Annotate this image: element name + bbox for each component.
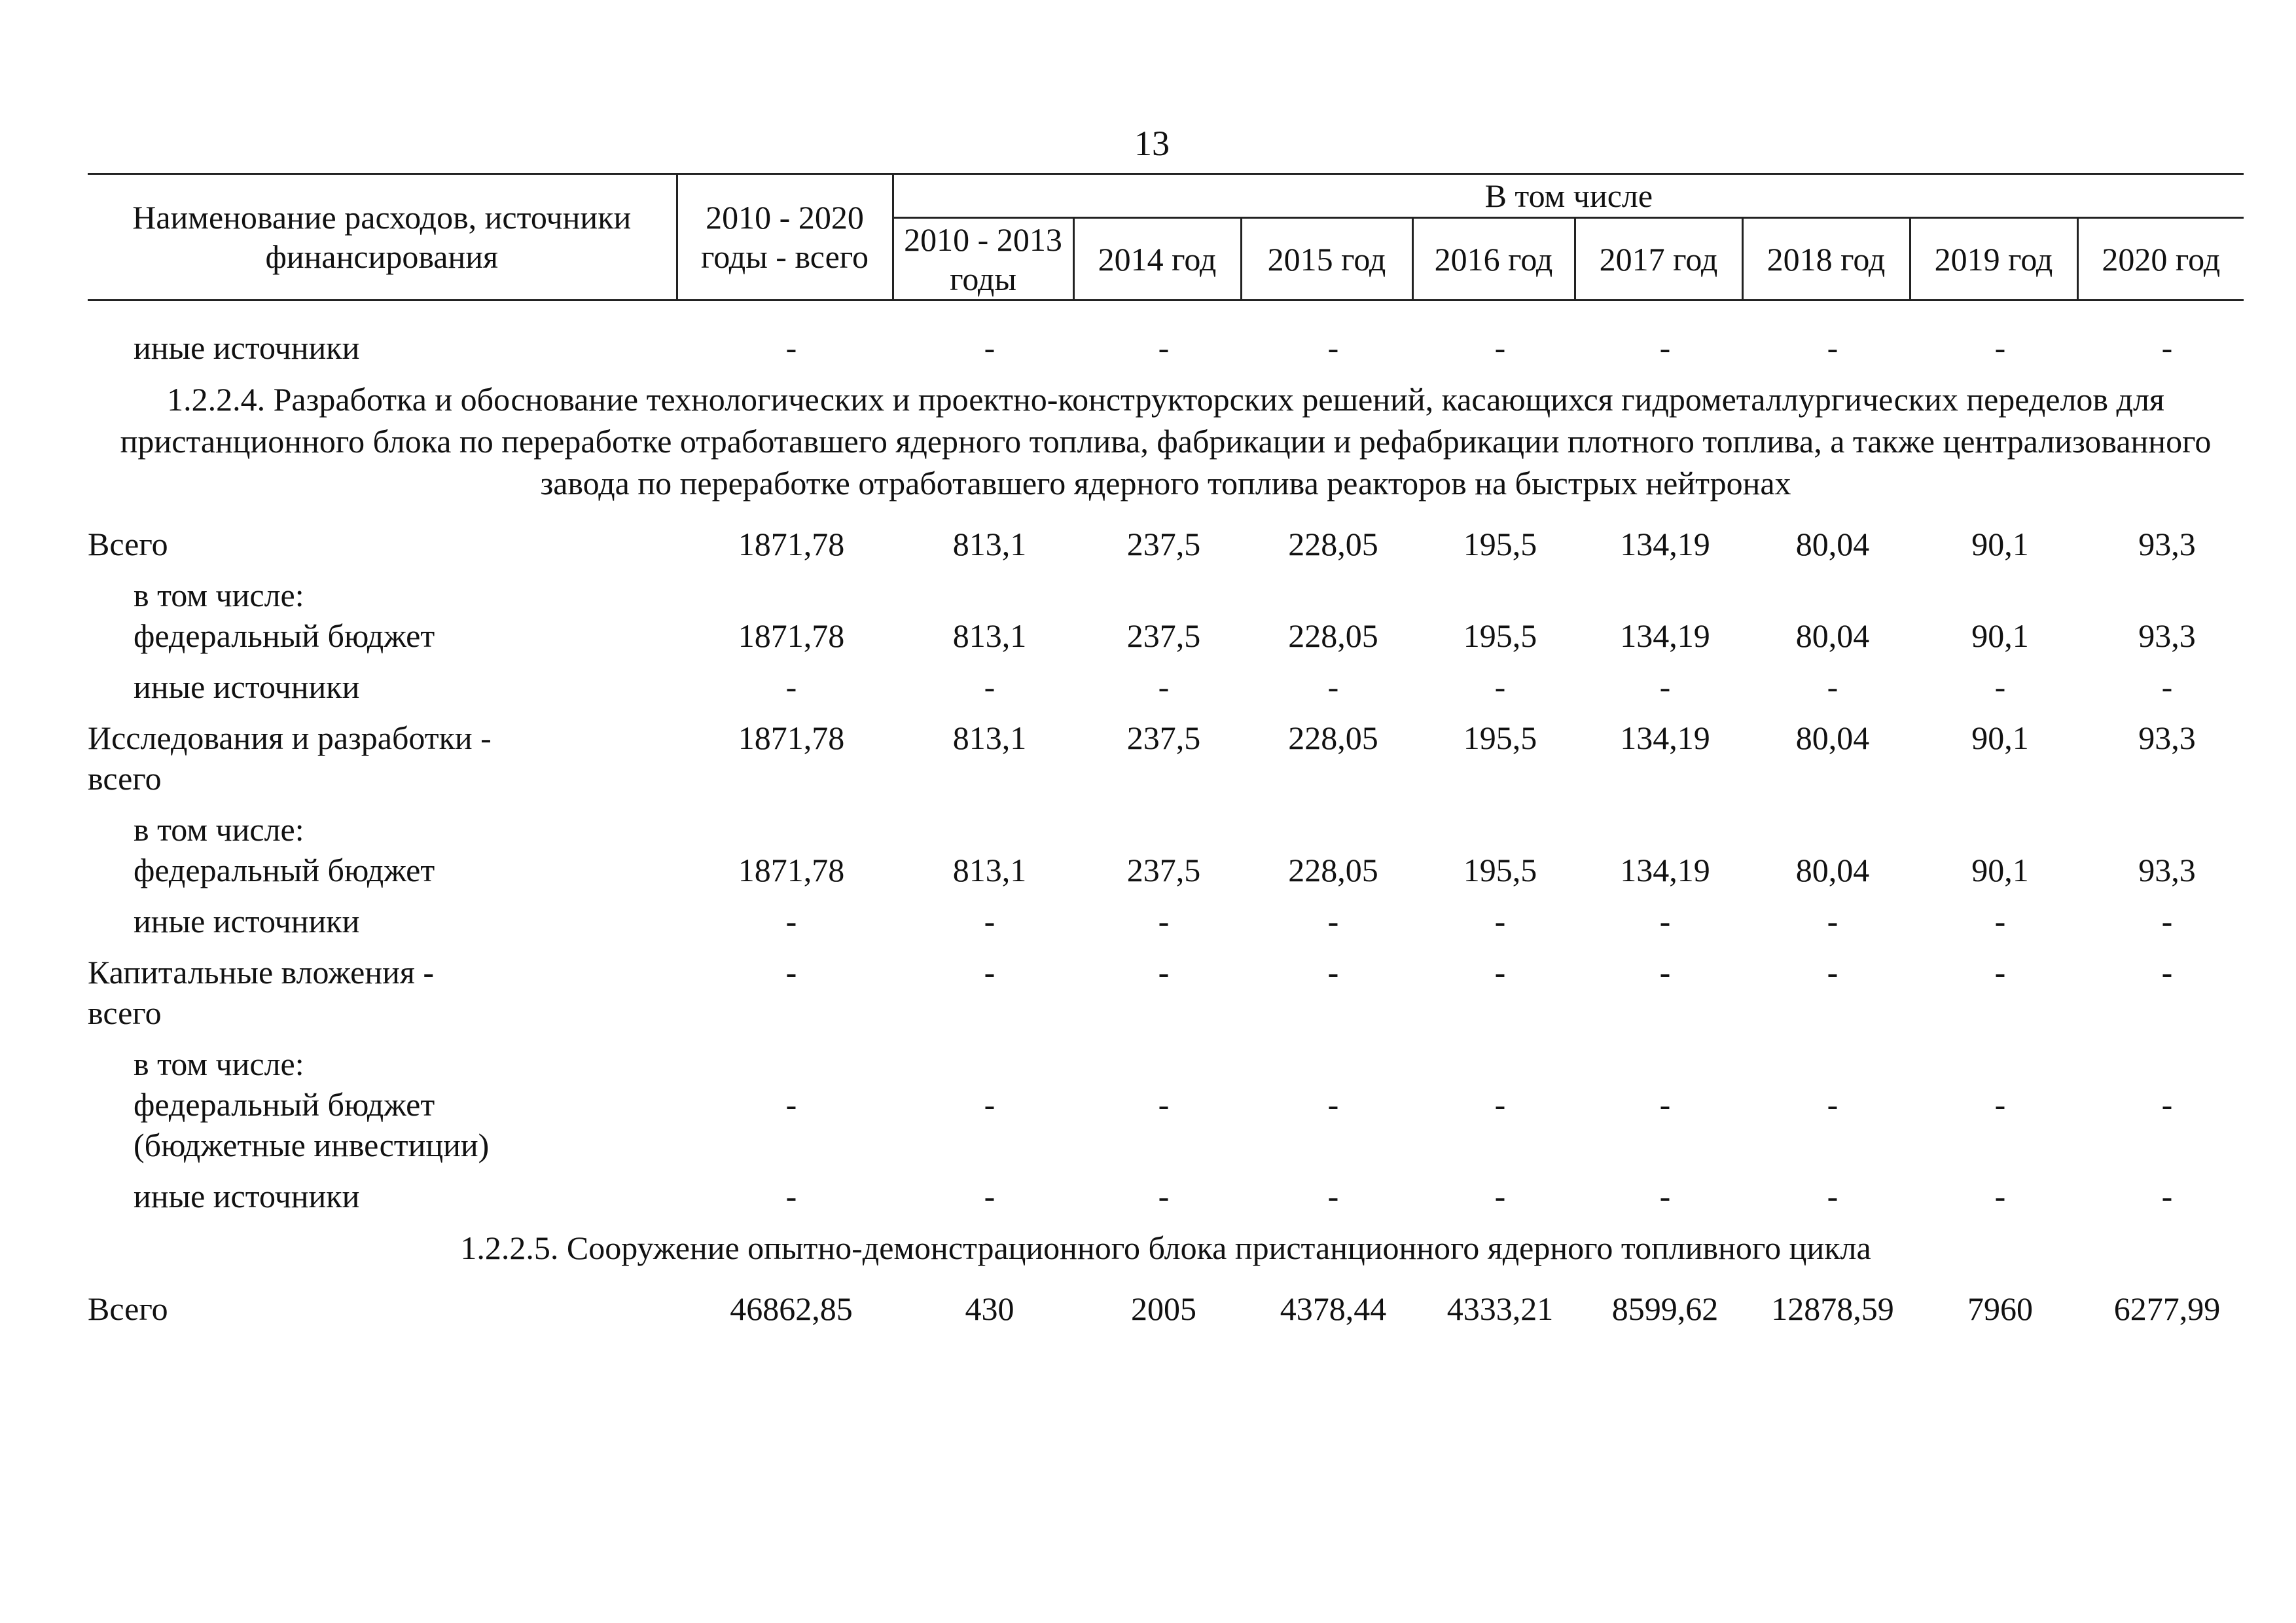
rows-section-1224 xyxy=(88,524,2244,1216)
value-cell: - xyxy=(1494,1086,1506,1123)
value-cell: - xyxy=(785,1086,797,1123)
header-year: 2015 год xyxy=(1241,218,1412,301)
table-header xyxy=(88,173,2244,301)
value-cell: - xyxy=(1494,668,1506,705)
value-cell: - xyxy=(1327,329,1339,366)
value-cell: 90,1 xyxy=(1971,720,2029,756)
value-cell: - xyxy=(1327,1086,1339,1123)
value-cell: - xyxy=(2161,668,2173,705)
table-row xyxy=(88,718,2244,799)
value-cell: - xyxy=(1659,1086,1671,1123)
value-cell: - xyxy=(1827,329,1839,366)
value-cell: - xyxy=(785,1178,797,1214)
value-cell: - xyxy=(1494,954,1506,991)
value-cell: 195,5 xyxy=(1463,617,1537,654)
value-cell: - xyxy=(984,903,996,939)
table-row xyxy=(88,575,2244,656)
row-values xyxy=(683,1288,2244,1329)
table-row xyxy=(88,524,2244,564)
value-cell: 93,3 xyxy=(2138,526,2196,562)
value-cell: - xyxy=(1994,903,2006,939)
table-row xyxy=(88,666,2244,707)
value-cell: 12878,59 xyxy=(1771,1290,1894,1327)
header-year: 2017 год xyxy=(1575,218,1742,301)
row-label: иные источники xyxy=(134,329,360,366)
value-cell: - xyxy=(1994,954,2006,991)
rows-top xyxy=(88,327,2244,368)
row-values xyxy=(683,718,2244,758)
value-cell: - xyxy=(1494,329,1506,366)
value-cell: 228,05 xyxy=(1288,720,1378,756)
value-cell: - xyxy=(1158,329,1170,366)
value-cell: 1871,78 xyxy=(738,526,845,562)
value-cell: 813,1 xyxy=(952,617,1027,654)
value-cell: - xyxy=(984,1178,996,1214)
value-cell: - xyxy=(1659,954,1671,991)
value-cell: 1871,78 xyxy=(738,720,845,756)
table-row xyxy=(88,809,2244,890)
row-label: Капитальные вложения - всего xyxy=(88,954,435,1031)
value-cell: 6277,99 xyxy=(2113,1290,2221,1327)
value-cell: 430 xyxy=(965,1290,1014,1327)
value-cell: 134,19 xyxy=(1620,526,1710,562)
value-cell: - xyxy=(1994,1086,2006,1123)
value-cell: - xyxy=(2161,329,2173,366)
header-name-column: Наименование расходов, источники финансирования xyxy=(88,174,677,301)
header-group-label: В том числе xyxy=(893,174,2244,218)
header-year: 2020 год xyxy=(2077,218,2244,301)
row-label: иные источники xyxy=(134,668,360,705)
value-cell: - xyxy=(1827,903,1839,939)
section-title-1224: 1.2.2.4. Разработка и обоснование технологических и проектно-конструкторских решений, касающихся гидрометаллургических переделов для пристанционного блока по переработке отработавшего ядерного топлива, фабрикации и рефабрикации плотного топлива, а также централизованного завода по переработке отработавшего ядерного топлива реакторов на быстрых нейтронах xyxy=(120,381,2212,501)
value-cell: - xyxy=(1494,903,1506,939)
row-values xyxy=(683,524,2244,564)
value-cell: 195,5 xyxy=(1463,852,1537,888)
value-cell: - xyxy=(984,1086,996,1123)
value-cell: 228,05 xyxy=(1288,526,1378,562)
value-cell: 134,19 xyxy=(1620,720,1710,756)
value-cell: - xyxy=(1827,1178,1839,1214)
value-cell: 80,04 xyxy=(1795,852,1870,888)
value-cell: 93,3 xyxy=(2138,720,2196,756)
value-cell: 93,3 xyxy=(2138,617,2196,654)
header-year: 2018 год xyxy=(1742,218,1910,301)
value-cell: 228,05 xyxy=(1288,617,1378,654)
table-row xyxy=(88,901,2244,941)
row-values xyxy=(683,901,2244,941)
value-cell: - xyxy=(1327,903,1339,939)
value-cell: 80,04 xyxy=(1795,617,1870,654)
row-label: иные источники xyxy=(134,1178,360,1214)
value-cell: - xyxy=(785,668,797,705)
value-cell: - xyxy=(1327,1178,1339,1214)
value-cell: 2005 xyxy=(1131,1290,1196,1327)
row-label: Исследования и разработки - всего xyxy=(88,720,492,797)
row-label: иные источники xyxy=(134,903,360,939)
value-cell: - xyxy=(984,329,996,366)
value-cell: - xyxy=(1659,1178,1671,1214)
value-cell: 1871,78 xyxy=(738,617,845,654)
value-cell: 813,1 xyxy=(952,720,1027,756)
value-cell: - xyxy=(1327,954,1339,991)
value-cell: 237,5 xyxy=(1126,720,1201,756)
value-cell: 813,1 xyxy=(952,526,1027,562)
value-cell: - xyxy=(785,903,797,939)
value-cell: - xyxy=(1327,668,1339,705)
table-row xyxy=(88,952,2244,1033)
value-cell: - xyxy=(2161,1178,2173,1214)
value-cell: 90,1 xyxy=(1971,852,2029,888)
row-values xyxy=(683,575,2244,656)
value-cell: - xyxy=(785,954,797,991)
value-cell: - xyxy=(1659,668,1671,705)
value-cell: - xyxy=(1158,903,1170,939)
row-values xyxy=(683,952,2244,993)
table-row xyxy=(88,1288,2244,1329)
row-values xyxy=(683,809,2244,890)
value-cell: 134,19 xyxy=(1620,852,1710,888)
header-year: 2016 год xyxy=(1412,218,1575,301)
header-year: 2014 год xyxy=(1073,218,1241,301)
value-cell: - xyxy=(984,668,996,705)
value-cell: - xyxy=(1827,1086,1839,1123)
value-cell: - xyxy=(2161,1086,2173,1123)
value-cell: 4333,21 xyxy=(1446,1290,1554,1327)
row-label: в том числе: федеральный бюджет (бюджетные инвестиции) xyxy=(134,1046,490,1163)
value-cell: 8599,62 xyxy=(1611,1290,1719,1327)
row-label: Всего xyxy=(88,526,168,562)
header-year: 2019 год xyxy=(1910,218,2077,301)
value-cell: - xyxy=(1659,329,1671,366)
value-cell: 46862,85 xyxy=(730,1290,853,1327)
value-cell: 7960 xyxy=(1967,1290,2033,1327)
table-row xyxy=(88,1176,2244,1216)
value-cell: - xyxy=(1158,1086,1170,1123)
value-cell: - xyxy=(1659,903,1671,939)
value-cell: 237,5 xyxy=(1126,852,1201,888)
value-cell: - xyxy=(1827,668,1839,705)
row-values xyxy=(683,327,2244,368)
value-cell: 4378,44 xyxy=(1280,1290,1387,1327)
value-cell: - xyxy=(1827,954,1839,991)
value-cell: 134,19 xyxy=(1620,617,1710,654)
value-cell: - xyxy=(2161,954,2173,991)
value-cell: 195,5 xyxy=(1463,526,1537,562)
row-label: Всего xyxy=(88,1290,168,1327)
value-cell: 228,05 xyxy=(1288,852,1378,888)
section-title-1225: 1.2.2.5. Сооружение опытно-демонстрационного блока пристанционного ядерного топливного цикла xyxy=(460,1230,1871,1266)
row-values xyxy=(683,1176,2244,1216)
row-values xyxy=(683,1044,2244,1125)
value-cell: 237,5 xyxy=(1126,617,1201,654)
value-cell: - xyxy=(1994,329,2006,366)
value-cell: 80,04 xyxy=(1795,720,1870,756)
header-year: 2010 - 2013 годы xyxy=(893,218,1073,301)
value-cell: - xyxy=(1158,954,1170,991)
value-cell: 93,3 xyxy=(2138,852,2196,888)
value-cell: 90,1 xyxy=(1971,526,2029,562)
row-values xyxy=(683,666,2244,707)
value-cell: - xyxy=(1994,668,2006,705)
value-cell: - xyxy=(1994,1178,2006,1214)
value-cell: 90,1 xyxy=(1971,617,2029,654)
table-body xyxy=(88,327,2244,1340)
value-cell: 80,04 xyxy=(1795,526,1870,562)
value-cell: - xyxy=(984,954,996,991)
table-row xyxy=(88,327,2244,368)
value-cell: - xyxy=(785,329,797,366)
value-cell: - xyxy=(2161,903,2173,939)
row-label: в том числе: федеральный бюджет xyxy=(134,811,435,888)
header-total-column: 2010 - 2020 годы - всего xyxy=(677,174,893,301)
value-cell: 813,1 xyxy=(952,852,1027,888)
row-label: в том числе: федеральный бюджет xyxy=(134,577,435,654)
value-cell: - xyxy=(1158,668,1170,705)
value-cell: 1871,78 xyxy=(738,852,845,888)
page-number: 13 xyxy=(1134,124,1170,163)
value-cell: 237,5 xyxy=(1126,526,1201,562)
value-cell: - xyxy=(1494,1178,1506,1214)
value-cell: - xyxy=(1158,1178,1170,1214)
rows-section-1225 xyxy=(88,1288,2244,1329)
value-cell: 195,5 xyxy=(1463,720,1537,756)
table-row xyxy=(88,1044,2244,1165)
